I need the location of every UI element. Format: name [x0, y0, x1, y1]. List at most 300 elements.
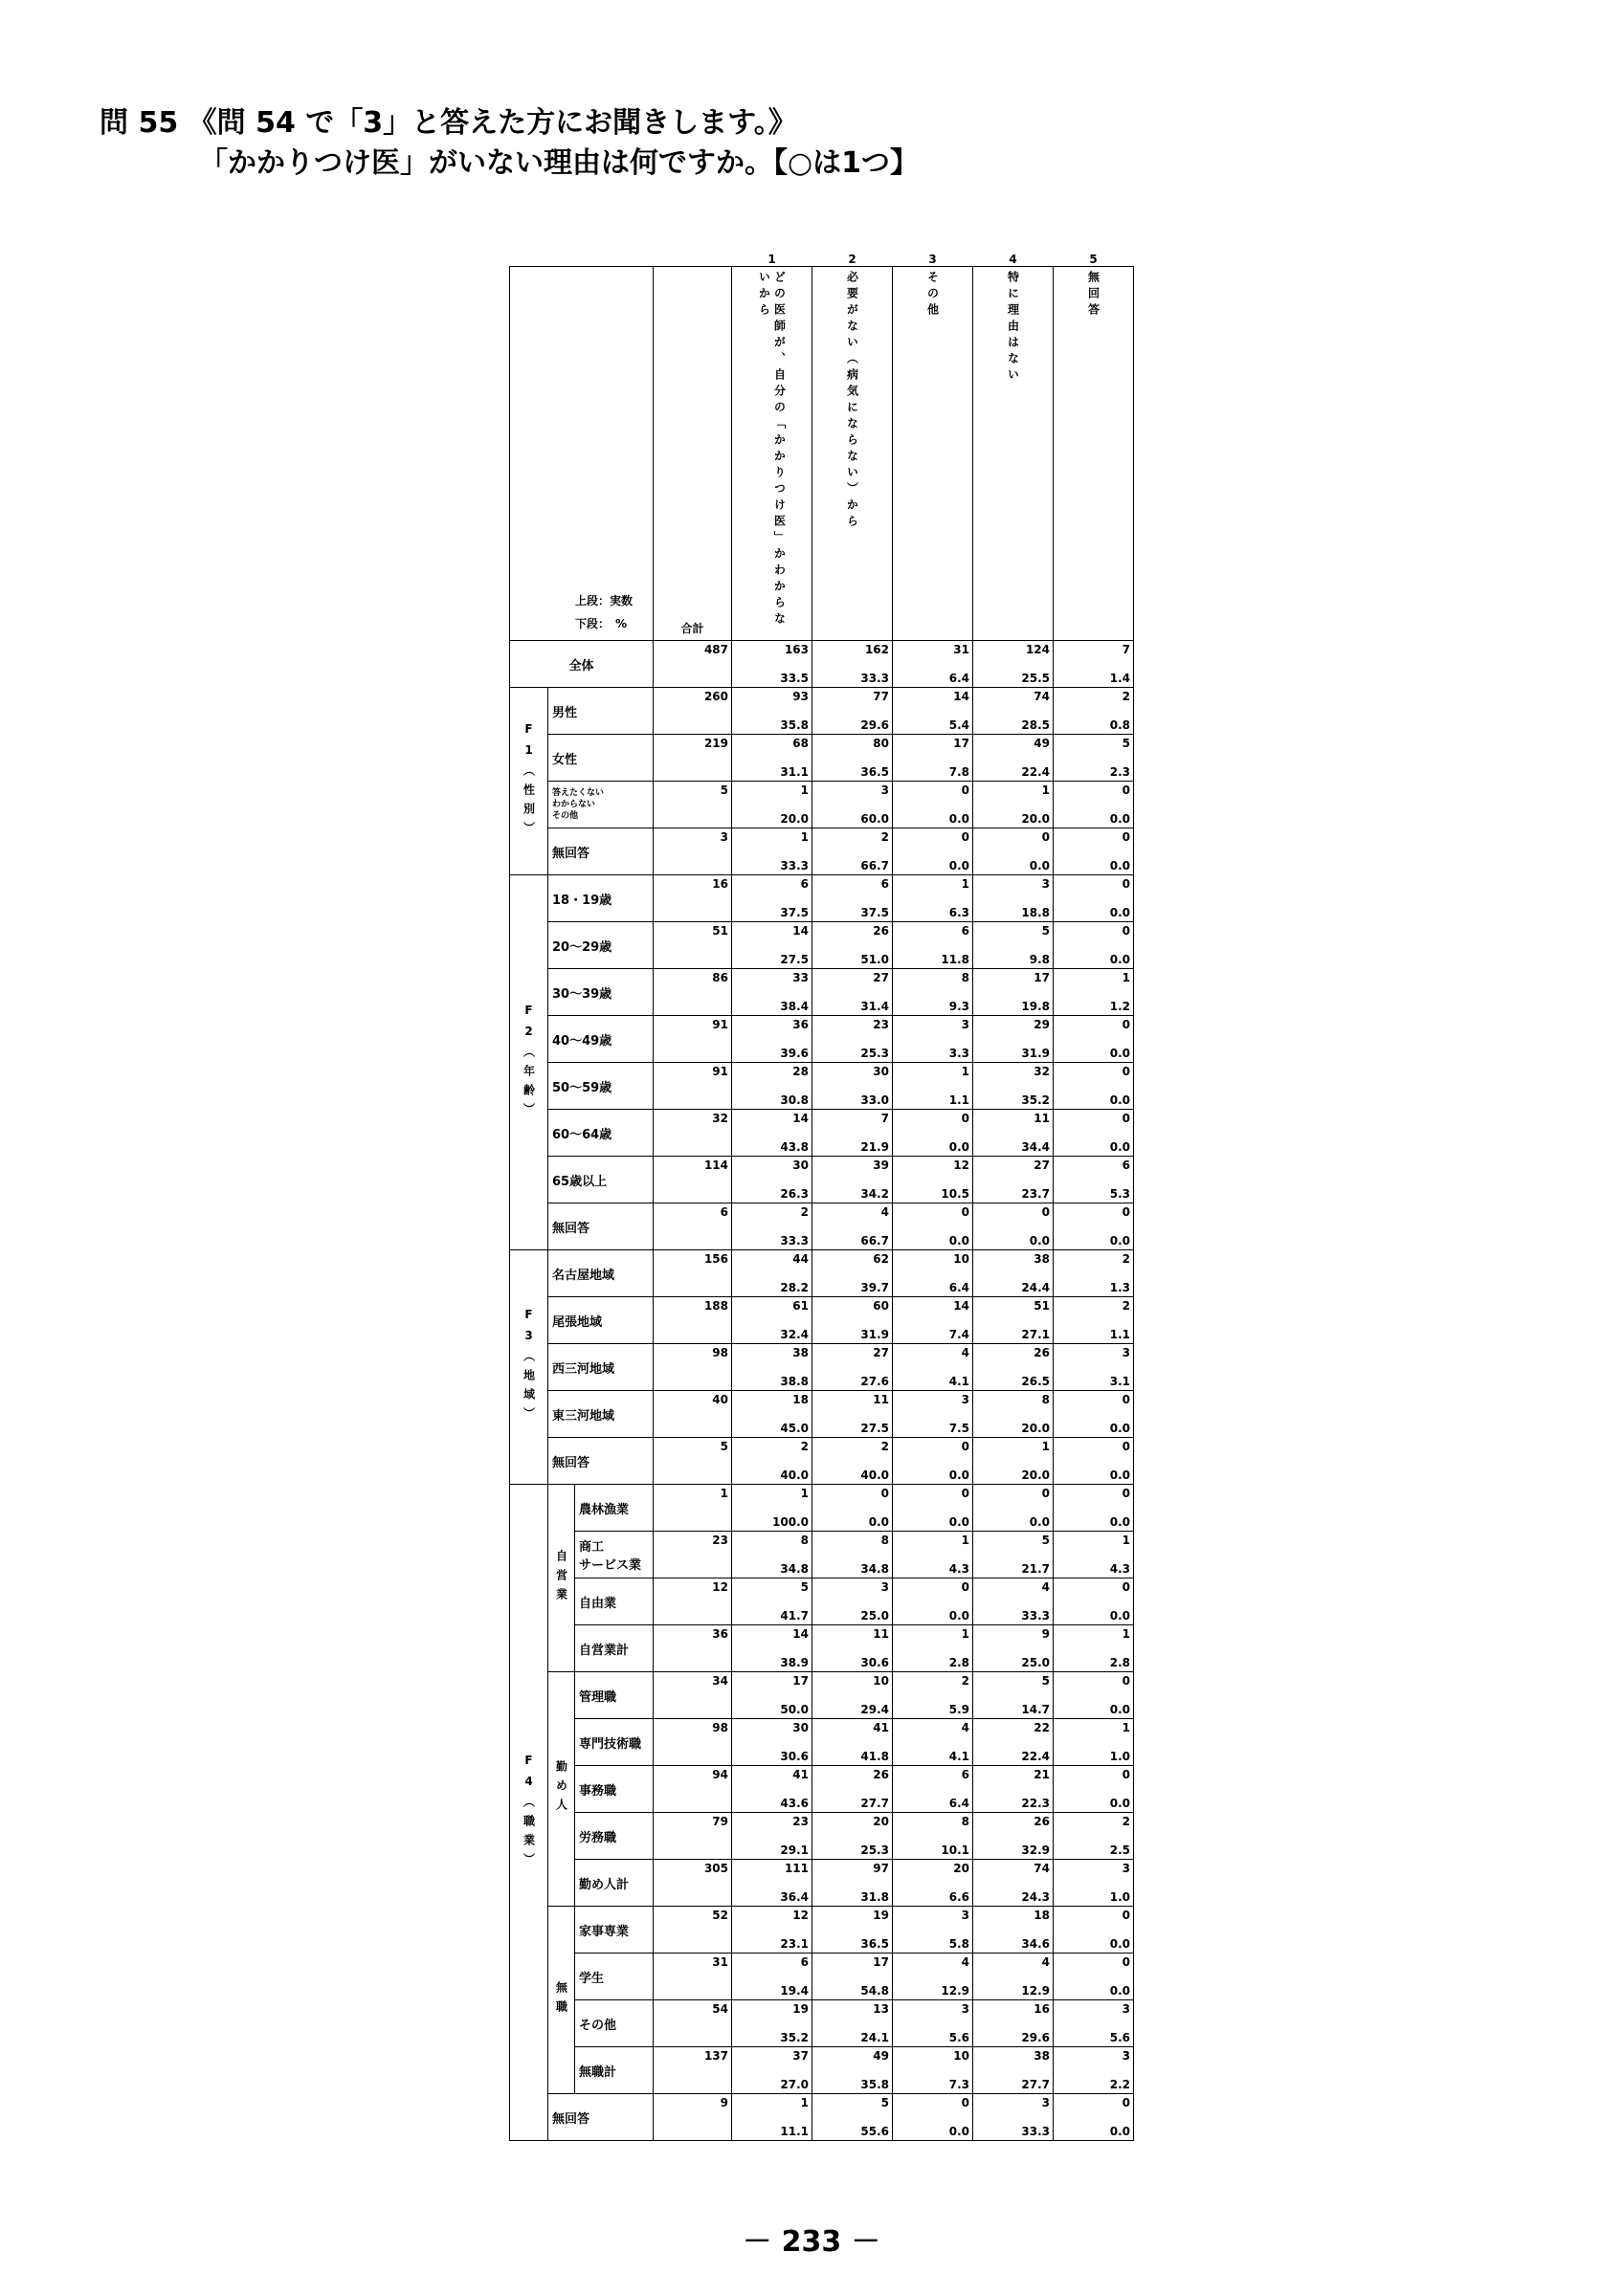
group-label	[510, 1485, 548, 2141]
count-value: 9	[1041, 1627, 1050, 1641]
count-value: 1	[1041, 784, 1050, 797]
value-cell	[732, 1063, 812, 1110]
percent-value: 40.0	[780, 1468, 809, 1482]
subgroup-label	[548, 1672, 575, 1907]
table-row	[510, 2094, 1134, 2141]
value-cell	[1054, 1672, 1134, 1719]
question-title	[100, 103, 919, 184]
value-cell	[1054, 828, 1134, 875]
percent-value: 0.0	[1029, 1234, 1050, 1247]
count-value: 38	[792, 1346, 809, 1359]
value-cell	[973, 1813, 1054, 1860]
count-value: 2	[1122, 1815, 1130, 1828]
total-count: 137	[703, 2049, 728, 2063]
percent-value: 2.2	[1109, 2078, 1130, 2091]
count-value: 3	[961, 2002, 969, 2016]
value-cell	[812, 1719, 893, 1766]
total-count: 5	[720, 784, 728, 797]
total-cell	[654, 1250, 732, 1297]
value-cell	[973, 1438, 1054, 1485]
percent-value: 3.1	[1109, 1375, 1130, 1388]
count-value: 0	[1122, 877, 1130, 891]
count-value: 2	[800, 1440, 809, 1453]
percent-value: 7.5	[948, 1422, 969, 1435]
total-count: 40	[712, 1393, 728, 1406]
row-label: 無回答	[548, 828, 654, 875]
percent-value: 39.6	[780, 1047, 809, 1060]
percent-value: 20.0	[1021, 812, 1050, 826]
percent-value: 4.3	[948, 1562, 969, 1576]
total-cell	[654, 1954, 732, 2000]
percent-value: 27.1	[1021, 1328, 1050, 1341]
value-cell	[732, 1250, 812, 1297]
percent-value: 20.0	[780, 812, 809, 826]
percent-value: 0.0	[1109, 1234, 1130, 1247]
percent-value: 5.9	[948, 1703, 969, 1716]
count-value: 14	[953, 690, 969, 703]
value-cell	[893, 782, 973, 828]
count-value: 0	[961, 1487, 969, 1500]
value-cell	[893, 1766, 973, 1813]
percent-value: 51.0	[860, 953, 889, 966]
total-cell	[654, 1110, 732, 1157]
value-cell	[893, 1157, 973, 1203]
percent-value: 2.8	[1109, 1656, 1130, 1669]
percent-value: 0.0	[1109, 1515, 1130, 1529]
count-value: 49	[1034, 737, 1050, 750]
percent-value: 34.2	[860, 1187, 889, 1201]
count-value: 111	[784, 1862, 809, 1875]
total-cell	[654, 641, 732, 688]
percent-value: 33.3	[780, 859, 809, 872]
percent-value: 22.3	[1021, 1797, 1050, 1810]
total-cell	[654, 1813, 732, 1860]
row-label: 18・19歳	[548, 875, 654, 922]
total-cell	[654, 1016, 732, 1063]
count-value: 38	[1034, 2049, 1050, 2063]
table-row	[510, 1813, 1134, 1860]
column-header-label: その他	[925, 271, 940, 320]
total-count: 52	[712, 1909, 728, 1922]
count-value: 36	[792, 1018, 809, 1031]
overall-row	[510, 641, 1134, 688]
count-value: 1	[800, 830, 809, 844]
percent-value: 0.0	[948, 812, 969, 826]
percent-value: 27.5	[780, 953, 809, 966]
value-cell	[893, 922, 973, 969]
count-value: 23	[873, 1018, 889, 1031]
percent-value: 29.6	[1021, 2031, 1050, 2044]
total-count: 6	[720, 1205, 728, 1219]
row-label-part: その他	[552, 811, 579, 821]
value-cell	[812, 1391, 893, 1438]
value-cell	[973, 969, 1054, 1016]
value-cell	[973, 1203, 1054, 1250]
count-value: 3	[880, 1580, 889, 1594]
column-number: 2	[848, 253, 856, 266]
total-count: 12	[712, 1580, 728, 1594]
percent-value: 2.8	[948, 1656, 969, 1669]
value-cell	[732, 1954, 812, 2000]
value-cell	[732, 1485, 812, 1532]
count-value: 27	[873, 971, 889, 984]
value-cell	[1054, 1625, 1134, 1672]
value-cell	[812, 1016, 893, 1063]
value-cell	[973, 828, 1054, 875]
table-row	[510, 1438, 1134, 1485]
count-value: 62	[873, 1252, 889, 1266]
row-label-part: サービス業	[579, 1558, 642, 1573]
row-label: 無回答	[548, 1203, 654, 1250]
count-value: 1	[800, 2096, 809, 2109]
value-cell	[812, 1860, 893, 1907]
percent-value: 5.4	[948, 718, 969, 732]
percent-value: 38.9	[780, 1656, 809, 1669]
count-value: 6	[961, 1768, 969, 1781]
percent-value: 27.0	[780, 2078, 809, 2091]
percent-value: 0.0	[1109, 1703, 1130, 1716]
row-label: 30～39歳	[548, 969, 654, 1016]
table-row	[510, 828, 1134, 875]
count-value: 1	[1122, 971, 1130, 984]
percent-value: 30.6	[860, 1656, 889, 1669]
count-value: 77	[873, 690, 889, 703]
column-header-label: 必要がない（病気にならない）から	[845, 271, 859, 531]
total-count: 91	[712, 1018, 728, 1031]
total-cell	[654, 1672, 732, 1719]
count-value: 0	[1122, 1112, 1130, 1125]
count-value: 41	[792, 1768, 809, 1781]
count-value: 8	[961, 971, 969, 984]
percent-value: 0.0	[1109, 1937, 1130, 1951]
count-value: 0	[961, 1205, 969, 1219]
count-value: 74	[1034, 1862, 1050, 1875]
value-cell	[1054, 2000, 1134, 2047]
count-value: 0	[1041, 830, 1050, 844]
percent-value: 0.0	[948, 1515, 969, 1529]
count-value: 3	[880, 784, 889, 797]
count-value: 3	[961, 1018, 969, 1031]
count-value: 20	[873, 1815, 889, 1828]
row-label: 20～29歳	[548, 922, 654, 969]
total-cell	[654, 1907, 732, 1954]
table-row	[510, 1063, 1134, 1110]
column-header	[973, 267, 1054, 641]
total-cell	[654, 1578, 732, 1625]
percent-value: 26.3	[780, 1187, 809, 1201]
total-cell	[654, 1203, 732, 1250]
percent-value: 27.5	[860, 1422, 889, 1435]
count-value: 0	[961, 1112, 969, 1125]
count-value: 30	[792, 1159, 809, 1172]
percent-value: 5.6	[948, 2031, 969, 2044]
value-cell	[893, 1578, 973, 1625]
value-cell	[1054, 1063, 1134, 1110]
total-header-label: 合計	[680, 622, 704, 635]
value-cell	[973, 1907, 1054, 1954]
value-cell	[812, 1813, 893, 1860]
value-cell	[1054, 922, 1134, 969]
percent-value: 31.4	[860, 1000, 889, 1013]
count-value: 4	[961, 1721, 969, 1734]
value-cell	[812, 688, 893, 735]
percent-value: 1.0	[1109, 1890, 1130, 1904]
column-header-label: どの医師が、自分の「かかりつけ医」かわからないから	[757, 271, 787, 629]
percent-value: 38.4	[780, 1000, 809, 1013]
percent-value: 28.5	[1021, 718, 1050, 732]
percent-value: 100.0	[772, 1515, 809, 1529]
value-cell	[1054, 688, 1134, 735]
count-value: 5	[1041, 1674, 1050, 1688]
value-cell	[1054, 1813, 1134, 1860]
total-count: 156	[703, 1252, 728, 1266]
value-cell	[973, 1485, 1054, 1532]
page-number: － 233 －	[743, 2225, 880, 2259]
percent-value: 22.4	[1021, 765, 1050, 779]
percent-value: 0.0	[948, 1140, 969, 1154]
row-label: 無回答	[548, 2094, 654, 2141]
count-value: 14	[953, 1299, 969, 1313]
percent-value: 32.4	[780, 1328, 809, 1341]
value-cell	[732, 2094, 812, 2141]
count-value: 29	[1034, 1018, 1050, 1031]
percent-value: 2.5	[1109, 1843, 1130, 1857]
percent-value: 66.7	[860, 859, 889, 872]
percent-value: 11.1	[780, 2125, 809, 2138]
percent-value: 30.8	[780, 1093, 809, 1107]
total-count: 5	[720, 1440, 728, 1453]
value-cell	[973, 1625, 1054, 1672]
percent-value: 33.3	[1021, 2125, 1050, 2138]
count-value: 7	[880, 1112, 889, 1125]
table-row	[510, 1203, 1134, 1250]
value-cell	[973, 1766, 1054, 1813]
percent-value: 31.9	[1021, 1047, 1050, 1060]
count-value: 0	[1122, 1487, 1130, 1500]
count-value: 6	[880, 877, 889, 891]
row-label: 管理職	[575, 1672, 654, 1719]
percent-value: 0.0	[1109, 1140, 1130, 1154]
value-cell	[893, 2094, 973, 2141]
percent-value: 34.8	[780, 1562, 809, 1576]
total-cell	[654, 1391, 732, 1438]
count-value: 1	[1122, 1721, 1130, 1734]
count-value: 6	[800, 877, 809, 891]
count-value: 3	[961, 1393, 969, 1406]
row-label: 無職計	[575, 2047, 654, 2094]
count-value: 19	[873, 1909, 889, 1922]
percent-value: 41.8	[860, 1750, 889, 1763]
column-header	[893, 267, 973, 641]
percent-value: 43.8	[780, 1140, 809, 1154]
value-cell	[812, 2094, 893, 2141]
value-cell	[1054, 735, 1134, 782]
percent-value: 21.9	[860, 1140, 889, 1154]
value-cell	[973, 1297, 1054, 1344]
percent-value: 35.8	[780, 718, 809, 732]
value-cell	[1054, 1157, 1134, 1203]
count-value: 4	[1041, 1580, 1050, 1594]
value-cell	[812, 969, 893, 1016]
value-cell	[1054, 1766, 1134, 1813]
percent-value: 39.7	[860, 1281, 889, 1294]
count-value: 26	[873, 924, 889, 938]
total-count: 54	[712, 2002, 728, 2016]
value-cell	[893, 1203, 973, 1250]
percent-value: 19.8	[1021, 1000, 1050, 1013]
percent-value: 25.0	[860, 1609, 889, 1623]
value-cell	[893, 1719, 973, 1766]
count-value: 13	[873, 2002, 889, 2016]
percent-value: 6.6	[948, 1890, 969, 1904]
column-number: 3	[928, 253, 937, 266]
value-cell	[973, 782, 1054, 828]
count-value: 6	[800, 1955, 809, 1969]
row-label: 家事専業	[575, 1907, 654, 1954]
value-cell	[732, 688, 812, 735]
value-cell	[732, 828, 812, 875]
count-value: 41	[873, 1721, 889, 1734]
count-value: 12	[953, 1159, 969, 1172]
count-value: 5	[800, 1580, 809, 1594]
value-cell	[812, 1344, 893, 1391]
value-cell	[1054, 1532, 1134, 1578]
count-value: 2	[1122, 690, 1130, 703]
column-header	[1054, 267, 1134, 641]
percent-value: 9.3	[948, 1000, 969, 1013]
count-value: 0	[961, 1580, 969, 1594]
count-value: 0	[961, 1440, 969, 1453]
count-value: 23	[792, 1815, 809, 1828]
table-row	[510, 1297, 1134, 1344]
count-value: 31	[953, 643, 969, 656]
count-value: 1	[961, 1534, 969, 1547]
row-label: 尾張地域	[548, 1297, 654, 1344]
percent-value: 0.0	[948, 1609, 969, 1623]
count-value: 2	[1122, 1299, 1130, 1313]
table-row	[510, 922, 1134, 969]
row-label: 名古屋地域	[548, 1250, 654, 1297]
value-cell	[1054, 1907, 1134, 1954]
percent-value: 0.0	[948, 2125, 969, 2138]
row-label: 40～49歳	[548, 1016, 654, 1063]
percent-value: 19.4	[780, 1984, 809, 1998]
total-cell	[654, 782, 732, 828]
total-count: 219	[703, 737, 728, 750]
percent-value: 1.4	[1109, 672, 1130, 685]
count-value: 10	[953, 1252, 969, 1266]
count-value: 4	[1041, 1955, 1050, 1969]
value-cell	[732, 1203, 812, 1250]
total-cell	[654, 2094, 732, 2141]
count-value: 5	[1041, 1534, 1050, 1547]
table-row	[510, 1766, 1134, 1813]
percent-value: 35.2	[780, 2031, 809, 2044]
count-value: 68	[792, 737, 809, 750]
value-cell	[1054, 969, 1134, 1016]
percent-value: 33.3	[860, 672, 889, 685]
count-value: 3	[1041, 877, 1050, 891]
value-cell	[1054, 1110, 1134, 1157]
row-label: 農林漁業	[575, 1485, 654, 1532]
row-label: 自営業計	[575, 1625, 654, 1672]
value-cell	[893, 1110, 973, 1157]
value-cell	[812, 1672, 893, 1719]
count-value: 1	[961, 1065, 969, 1078]
row-label: 50～59歳	[548, 1063, 654, 1110]
percent-value: 10.5	[941, 1187, 969, 1201]
value-cell	[812, 1578, 893, 1625]
total-count: 23	[712, 1534, 728, 1547]
value-cell	[812, 641, 893, 688]
total-count: 188	[703, 1299, 728, 1313]
row-label: 勤め人計	[575, 1860, 654, 1907]
count-value: 6	[1122, 1159, 1130, 1172]
percent-value: 6.4	[948, 672, 969, 685]
value-cell	[893, 875, 973, 922]
count-value: 7	[1122, 643, 1130, 656]
value-cell	[1054, 1438, 1134, 1485]
column-header-label: 無回答	[1086, 271, 1101, 320]
value-cell	[893, 1907, 973, 1954]
percent-value: 7.3	[948, 2078, 969, 2091]
row-label: 事務職	[575, 1766, 654, 1813]
value-cell	[893, 1954, 973, 2000]
count-value: 21	[1034, 1768, 1050, 1781]
percent-value: 27.6	[860, 1375, 889, 1388]
row-label	[575, 1532, 654, 1578]
total-cell	[654, 1532, 732, 1578]
percent-value: 6.4	[948, 1281, 969, 1294]
count-value: 97	[873, 1862, 889, 1875]
percent-value: 43.6	[780, 1797, 809, 1810]
value-cell	[732, 1016, 812, 1063]
value-cell	[1054, 641, 1134, 688]
count-value: 0	[1122, 1440, 1130, 1453]
percent-value: 1.1	[948, 1093, 969, 1107]
count-value: 26	[873, 1768, 889, 1781]
row-label	[548, 782, 654, 828]
count-value: 51	[1034, 1299, 1050, 1313]
percent-value: 38.8	[780, 1375, 809, 1388]
value-cell	[973, 2047, 1054, 2094]
table-row	[510, 1625, 1134, 1672]
value-cell	[973, 735, 1054, 782]
stub-header	[510, 267, 654, 641]
count-value: 0	[1122, 924, 1130, 938]
count-value: 28	[792, 1065, 809, 1078]
value-cell	[732, 1907, 812, 1954]
group-label-text: F4（職業）	[522, 1753, 536, 1872]
value-cell	[1054, 1250, 1134, 1297]
row-label: 学生	[575, 1954, 654, 2000]
total-cell	[654, 1625, 732, 1672]
value-cell	[732, 1860, 812, 1907]
percent-value: 34.4	[1021, 1140, 1050, 1154]
value-cell	[812, 922, 893, 969]
count-value: 8	[880, 1534, 889, 1547]
group-label-text: F1（性別）	[522, 721, 536, 841]
percent-value: 25.3	[860, 1047, 889, 1060]
total-cell	[654, 922, 732, 969]
header-row	[510, 267, 1134, 641]
percent-value: 0.0	[1109, 2125, 1130, 2138]
value-cell	[973, 1110, 1054, 1157]
percent-value: 4.1	[948, 1750, 969, 1763]
value-cell	[812, 1438, 893, 1485]
value-cell	[973, 1578, 1054, 1625]
percent-value: 40.0	[860, 1468, 889, 1482]
